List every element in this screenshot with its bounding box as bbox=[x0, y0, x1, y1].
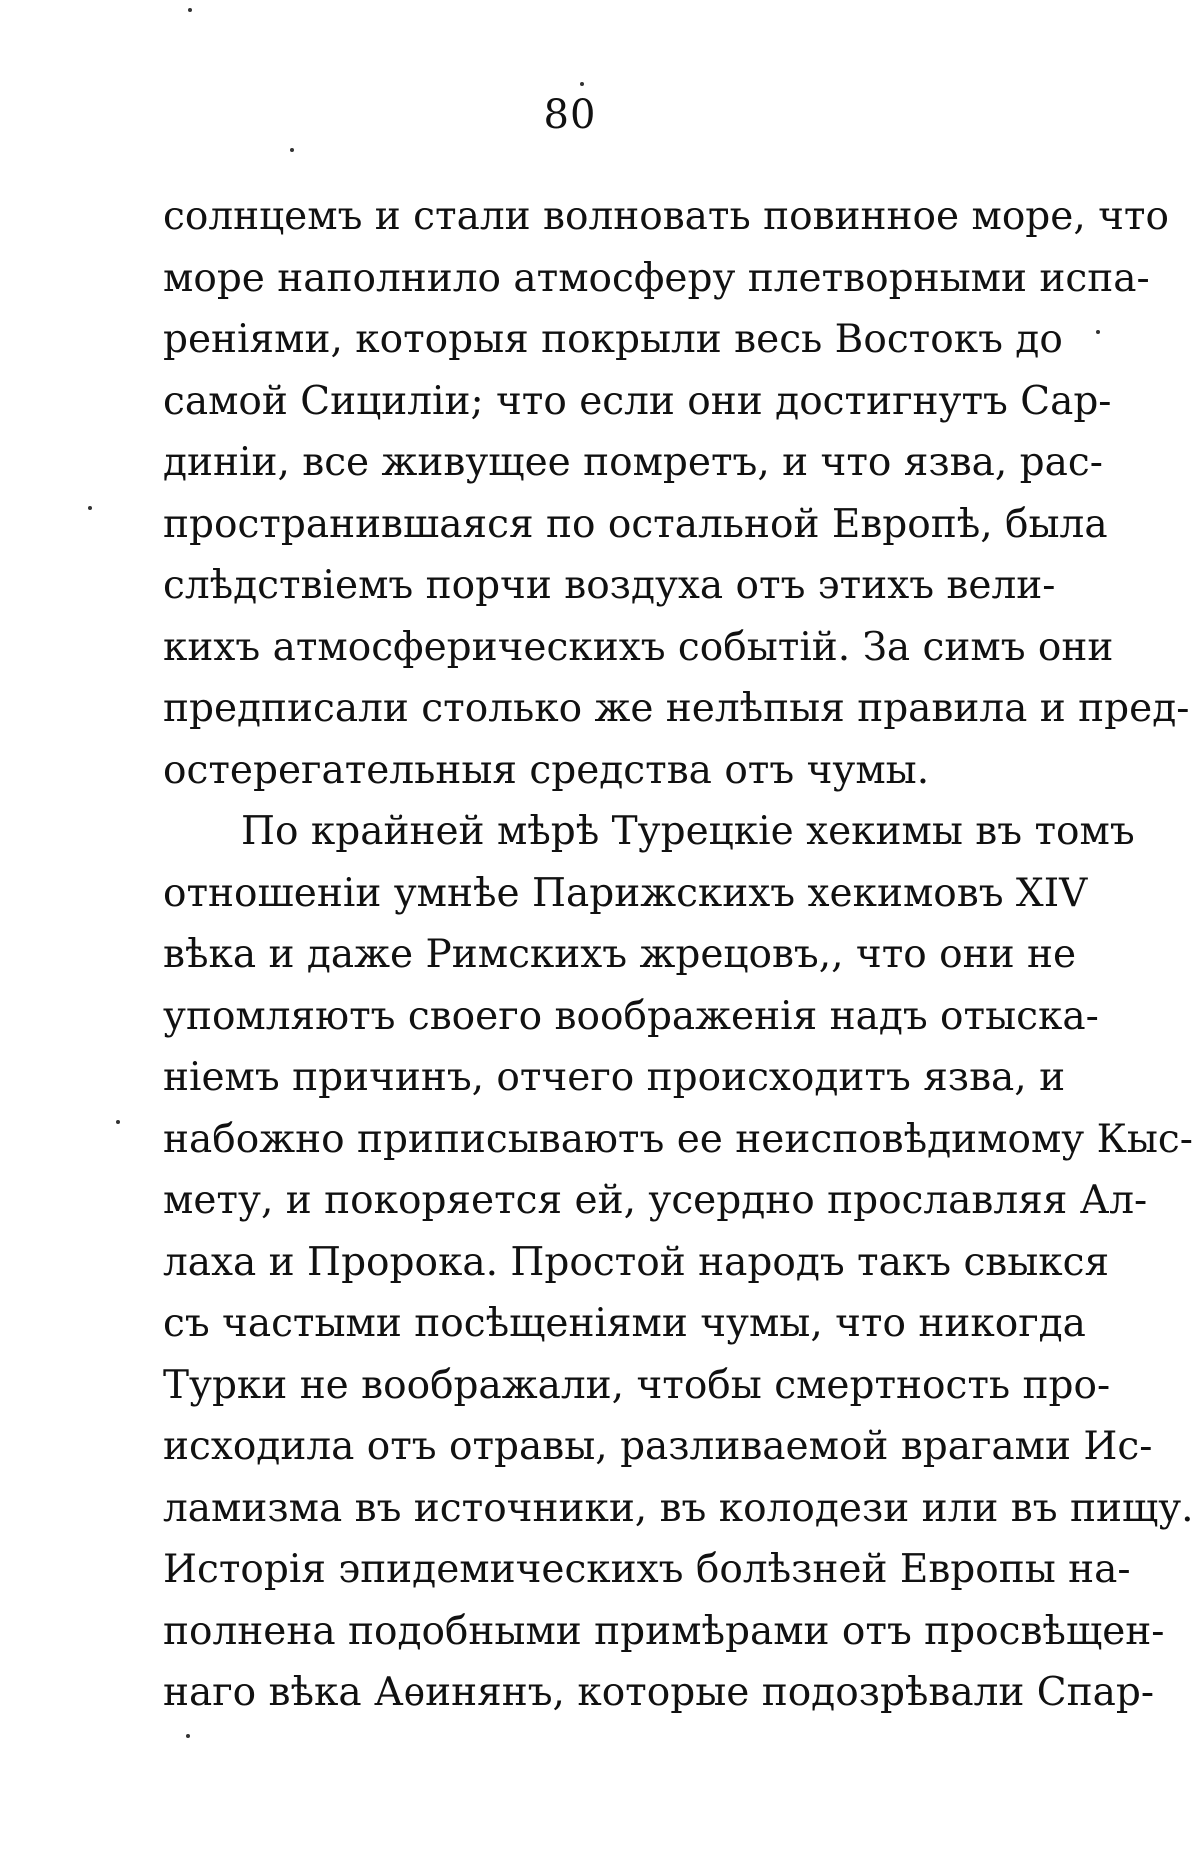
page-number: 80 bbox=[543, 92, 597, 138]
scan-speck bbox=[1096, 330, 1100, 334]
text-line: лаха и Пророка. Простой народъ такъ свыкся bbox=[163, 1239, 1110, 1285]
text-line: исходила отъ отравы, разливаемой врагами Ис- bbox=[163, 1424, 1153, 1469]
text-line: отношеніи умнѣе Парижскихъ хекимовъ XIV bbox=[163, 870, 1088, 916]
text-line: упомляютъ своего воображенія надъ отыска- bbox=[163, 993, 1099, 1039]
text-line: Исторія эпидемическихъ болѣзней Европы на- bbox=[163, 1547, 1131, 1592]
text-line: ніемъ причинъ, отчего происходитъ язва, и bbox=[163, 1055, 1066, 1100]
text-line: самой Сициліи; что если они достигнутъ Сар- bbox=[163, 378, 1112, 424]
scan-speck bbox=[290, 148, 294, 152]
text-line: пространившаяся по остальной Европѣ, была bbox=[163, 501, 1108, 547]
scan-speck bbox=[188, 8, 192, 12]
text-line: полнена подобными примѣрами отъ просвѣщен- bbox=[163, 1608, 1165, 1654]
text-line: съ частыми посѣщеніями чумы, что никогда bbox=[163, 1301, 1086, 1346]
text-line: вѣка и даже Римскихъ жрецовъ,, что они не bbox=[163, 932, 1077, 977]
text-line: море наполнило атмосферу плетворными испа- bbox=[163, 255, 1150, 301]
text-line: реніями, которыя покрыли весь Востокъ до bbox=[163, 317, 1063, 362]
scan-speck bbox=[88, 506, 92, 510]
text-line: мету, и покоряется ей, усердно прославляя Ал- bbox=[163, 1178, 1148, 1223]
text-line: кихъ атмосферическихъ событій. За симъ они bbox=[163, 624, 1114, 670]
text-line: наго вѣка Аѳинянъ, которые подозрѣвали Спар- bbox=[163, 1670, 1155, 1715]
text-line: солнцемъ и стали волновать повинное море, что bbox=[163, 194, 1169, 239]
text-line: слѣдствіемъ порчи воздуха отъ этихъ вели- bbox=[163, 563, 1056, 608]
text-line: предписали столько же нелѣпыя правила и пред- bbox=[163, 686, 1190, 731]
paragraph-end-line: остерегательныя средства отъ чумы. bbox=[163, 747, 930, 793]
text-line: набожно приписываютъ ее неисповѣдимому Кыс- bbox=[163, 1116, 1193, 1162]
text-line: ламизма въ источники, въ колодези или въ пищу. bbox=[163, 1485, 1194, 1531]
scan-speck bbox=[580, 82, 584, 86]
body-text bbox=[163, 186, 1194, 1724]
text-line: диніи, все живущее помретъ, и что язва, рас- bbox=[163, 440, 1103, 485]
scan-speck bbox=[116, 1120, 120, 1124]
paragraph-first-line: По крайней мѣрѣ Турецкіе хекимы въ томъ bbox=[241, 809, 1135, 854]
text-line: Турки не воображали, чтобы смертность про- bbox=[163, 1362, 1111, 1408]
scan-speck bbox=[186, 1734, 190, 1738]
